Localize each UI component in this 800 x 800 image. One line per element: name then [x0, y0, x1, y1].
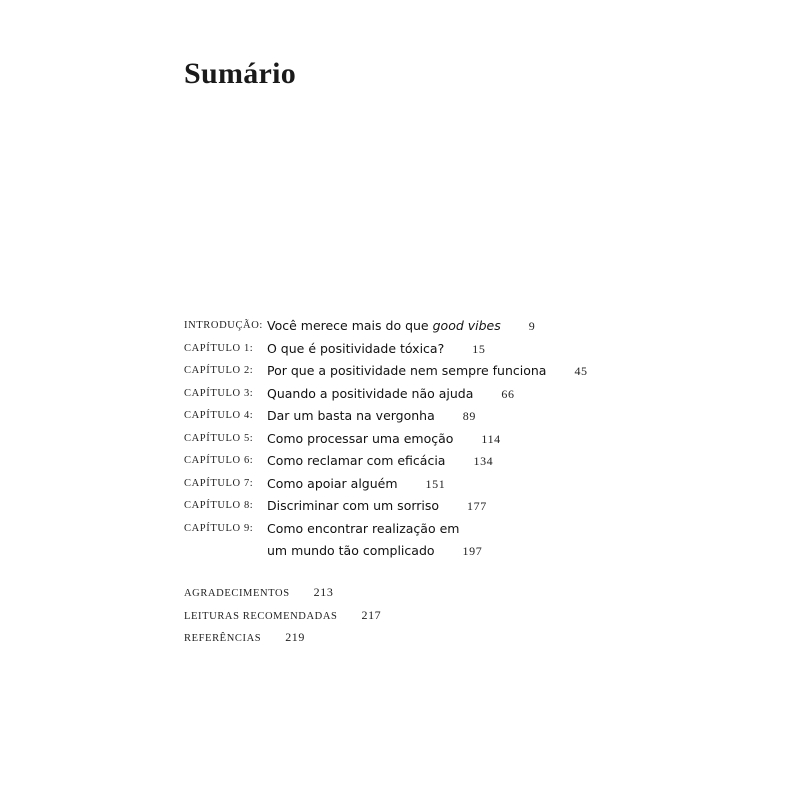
toc-entry-title-text: Como reclamar com eficácia — [267, 453, 446, 468]
toc-entry-chapter-4 — [184, 405, 624, 428]
toc-entry-title-text: Dar um basta na vergonha — [267, 408, 435, 423]
toc-entry-title-text: Como apoiar alguém — [267, 475, 398, 491]
toc-entry-title-text: Discriminar com um sorriso — [267, 498, 440, 513]
toc-entry-label: AGRADECIMENTOS — [184, 588, 290, 599]
toc-entry-title-line-2: um mundo tão complicado — [267, 543, 435, 558]
toc-entry-page: 197 — [462, 544, 483, 558]
toc-entry-title-text: Quando a positividade não ajuda — [267, 385, 474, 401]
toc-entry-page: 9 — [528, 319, 536, 333]
toc-entry-label: CAPÍTULO 1: — [184, 342, 254, 354]
toc-entry-page: 219 — [285, 630, 306, 644]
toc-entry-label: CAPÍTULO 8: — [184, 500, 254, 511]
toc-entry-title — [267, 450, 493, 473]
toc-entry-label: CAPÍTULO 7: — [184, 477, 254, 489]
toc-entry-page: 66 — [501, 386, 515, 401]
toc-entry-title — [267, 338, 485, 361]
toc-entry-title — [267, 540, 482, 563]
toc-entry-page: 177 — [467, 499, 487, 513]
toc-entry-page: 217 — [361, 607, 382, 622]
toc-entry-title-main: Você merece mais do que — [267, 318, 433, 333]
toc-entry-title — [267, 360, 588, 383]
toc-entry-chapter-8 — [184, 495, 624, 518]
page-title: Sumário — [184, 57, 297, 90]
toc-entry-label: CAPÍTULO 6: — [184, 455, 254, 466]
toc-entry-introduction — [184, 315, 624, 338]
toc-entry-page: 213 — [313, 585, 334, 599]
toc-entry-title-line-1: Como encontrar realização em — [267, 520, 460, 536]
toc-entry-page: 89 — [462, 409, 476, 423]
toc-entry-chapter-7 — [184, 473, 624, 496]
toc-entry-acknowledgements — [184, 581, 584, 604]
toc-entry-title — [267, 428, 501, 451]
toc-entry-title — [267, 495, 487, 518]
toc-entry-chapter-2 — [184, 360, 624, 383]
toc-entry-label: CAPÍTULO 4: — [184, 410, 254, 421]
toc-entry-title — [267, 405, 476, 428]
toc-entry-page: 114 — [481, 431, 501, 446]
toc-entry-page: 151 — [425, 476, 446, 491]
toc-entry-page: 45 — [574, 364, 588, 378]
toc-entry-title-emphasis: good vibes — [432, 318, 501, 333]
toc-entry-recommended-reading — [184, 604, 584, 627]
toc-entry-title-text: O que é positividade tóxica? — [267, 340, 445, 356]
toc-entry-title — [267, 315, 535, 338]
toc-entry-references — [184, 626, 584, 649]
toc-entry-chapter-9-continued — [184, 540, 624, 563]
toc-entry-chapter-3 — [184, 383, 624, 406]
toc-entry-page: 134 — [473, 454, 494, 468]
toc-entry-title-text: Como processar uma emoção — [267, 430, 454, 446]
toc-entry-chapter-1 — [184, 338, 624, 361]
toc-entry-label: INTRODUÇÃO: — [184, 320, 263, 331]
toc-entry-title — [267, 383, 515, 406]
toc-entry-chapter-6 — [184, 450, 624, 473]
toc-entry-label: REFERÊNCIAS — [184, 633, 262, 644]
toc-entry-page: 15 — [472, 341, 486, 356]
toc-entry-chapter-9 — [184, 518, 624, 541]
toc-entry-label: CAPÍTULO 9: — [184, 522, 254, 534]
table-of-contents — [184, 315, 624, 563]
toc-entry-label: CAPÍTULO 5: — [184, 432, 254, 444]
toc-entry-label: LEITURAS RECOMENDADAS — [184, 610, 338, 622]
toc-entry-title — [267, 473, 445, 496]
toc-entry-label: CAPÍTULO 3: — [184, 387, 254, 399]
toc-entry-label: CAPÍTULO 2: — [184, 365, 254, 376]
toc-entry-title-text: Por que a positividade nem sempre funciona — [267, 363, 547, 378]
toc-entry-chapter-5 — [184, 428, 624, 451]
back-matter-list — [184, 581, 584, 649]
